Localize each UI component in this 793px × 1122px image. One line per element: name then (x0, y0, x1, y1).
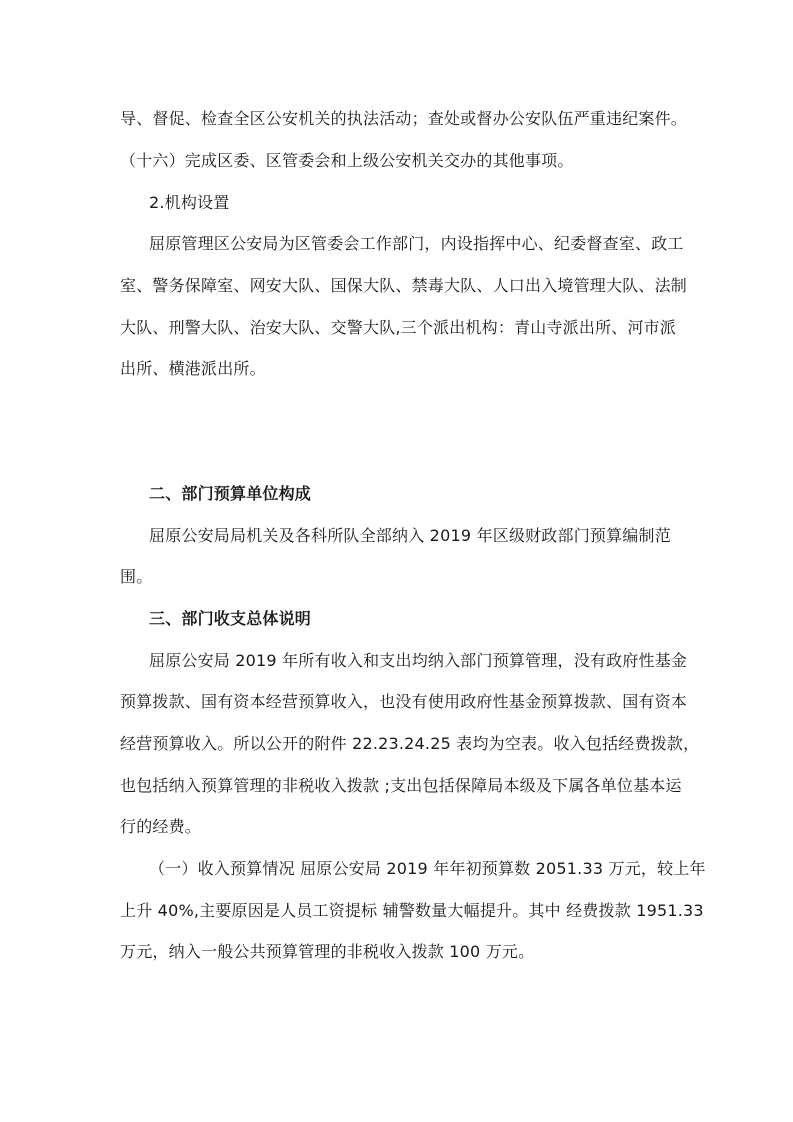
paragraph-line: 大队、刑警大队、治安大队、交警大队,三个派出机构：青山寺派出所、河市派 (120, 318, 677, 337)
paragraph-line: 屈原公安局局机关及各科所队全部纳入 2019 年区级财政部门预算编制范 (149, 526, 671, 545)
paragraph-line: 导、督促、检查全区公安机关的执法活动；查处或督办公安队伍严重违纪案件。 (120, 109, 688, 128)
paragraph-line: 出所、横港派出所。 (120, 359, 266, 378)
paragraph-line: 经营预算收入。所以公开的附件 22.23.24.25 表均为空表。收入包括经费拨款， (120, 734, 700, 753)
paragraph-line: 围。 (120, 567, 153, 586)
subsection-heading: 2.机构设置 (149, 193, 230, 212)
paragraph-line: 屈原公安局 2019 年所有收入和支出均纳入部门预算管理，没有政府性基金 (149, 651, 688, 670)
paragraph-line: 行的经费。 (120, 817, 202, 836)
paragraph-line: （一）收入预算情况 屈原公安局 2019 年年初预算数 2051.33 万元，较上年 (149, 859, 706, 878)
paragraph-line: 万元，纳入一般公共预算管理的非税收入拨款 100 万元。 (120, 942, 535, 961)
section-heading: 二、部门预算单位构成 (149, 484, 312, 503)
paragraph-line: 上升 40%,主要原因是人员工资提标 辅警数量大幅提升。其中 经费拨款 1951.33 (120, 901, 704, 920)
section-heading: 三、部门收支总体说明 (149, 609, 312, 628)
paragraph-line: 预算拨款、国有资本经营预算收入，也没有使用政府性基金预算拨款、国有资本 (120, 692, 688, 711)
paragraph-line: 室、警务保障室、网安大队、国保大队、禁毒大队、人口出入境管理大队、法制 (120, 276, 688, 295)
paragraph-line: 也包括纳入预算管理的非税收入拨款 ;支出包括保障局本级及下属各单位基本运 (120, 776, 682, 795)
paragraph-line: 屈原管理区公安局为区管委会工作部门，内设指挥中心、纪委督查室、政工 (149, 234, 684, 253)
paragraph-line: （十六）完成区委、区管委会和上级公安机关交办的其他事项。 (120, 151, 574, 170)
